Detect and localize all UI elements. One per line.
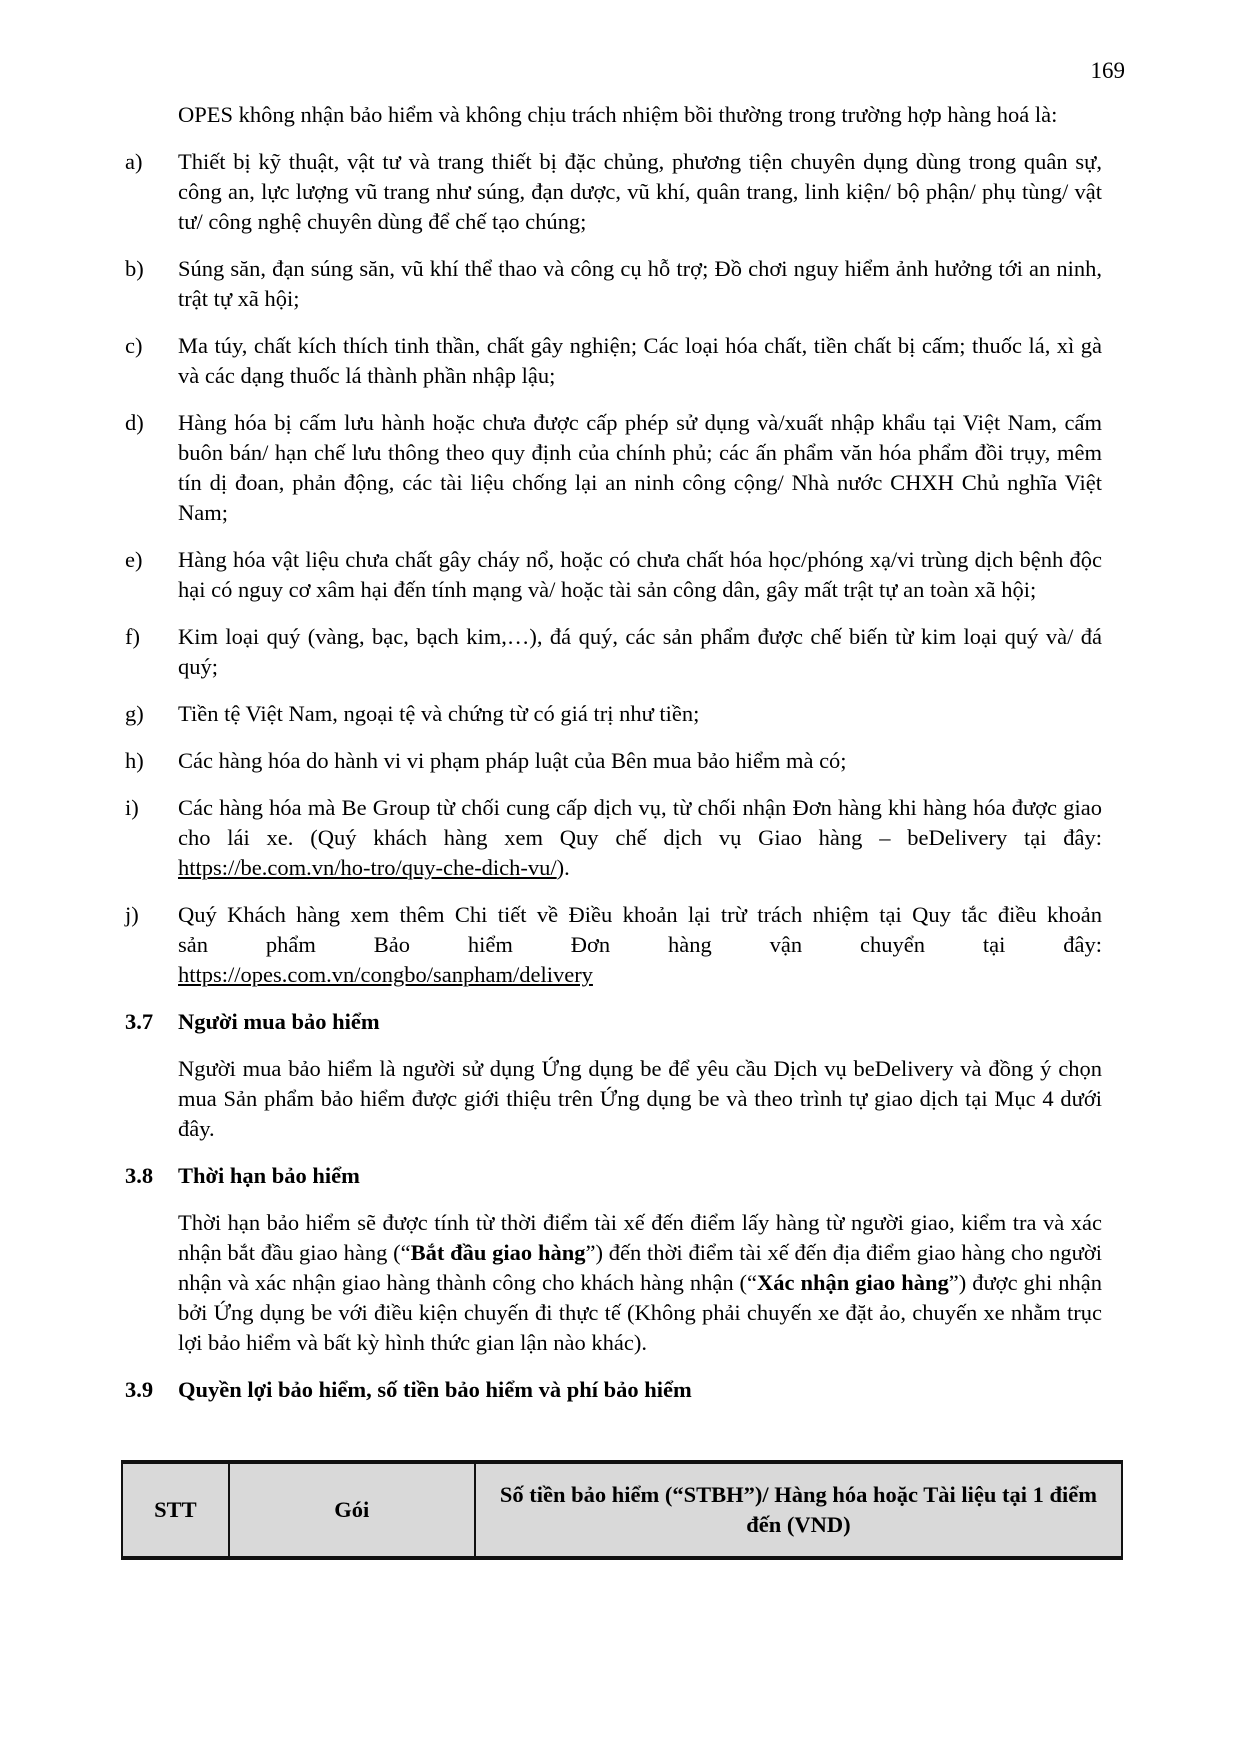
section-heading xyxy=(125,1007,1102,1037)
section-number: 3.8 xyxy=(125,1163,154,1188)
list-item xyxy=(125,545,1102,605)
list-item-marker: e) xyxy=(125,547,143,572)
text-segment: Hàng hóa bị cấm lưu hành hoặc chưa được cấp phép sử dụng và/xuất nhập khẩu tại Việt Nam, cấm buôn bán/ hạn chế lưu thông theo quy định của chính phủ; các ấn phẩm văn hóa phẩm đồi trụy, mêm tín dị đoan, phản động, các tài liệu chống lại an ninh công cộng/ Nhà nước CHXH Chủ nghĩa Việt Nam; xyxy=(178,410,1102,525)
text-segment: Kim loại quý (vàng, bạc, bạch kim,…), đá quý, các sản phẩm được chế biến từ kim loại quý và/ đá quý; xyxy=(178,624,1102,679)
section-heading xyxy=(125,1161,1102,1191)
text-segment: Người mua bảo hiểm là người sử dụng Ứng dụng be để yêu cầu Dịch vụ beDelivery và đồng ý chọn mua Sản phẩm bảo hiểm được giới thiệu trên Ứng dụng be và theo trình tự giao dịch tại Mục 4 dưới đây. xyxy=(178,1056,1102,1141)
list-item xyxy=(125,254,1102,314)
intro-paragraph: OPES không nhận bảo hiểm và không chịu trách nhiệm bồi thường trong trường hợp hàng hoá là: xyxy=(178,102,1058,127)
text-segment: Hàng hóa vật liệu chưa chất gây cháy nổ, hoặc có chưa chất hóa học/phóng xạ/vi trùng dịch bệnh độc hại có nguy cơ xâm hại đến tính mạng và/ hoặc tài sản công dân, gây mất trật tự an toàn xã hội; xyxy=(178,547,1102,602)
text-segment: Xác nhận giao hàng xyxy=(757,1270,949,1295)
list-item xyxy=(125,147,1102,237)
text-segment: Thiết bị kỹ thuật, vật tư và trang thiết bị đặc chủng, phương tiện chuyên dụng dùng trong quân sự, công an, lực lượng vũ trang như súng, đạn dược, vũ khí, quân trang, linh kiện/ bộ phận/ phụ tùng/ vật tư/ công nghệ chuyên dùng để chế tạo chúng; xyxy=(178,149,1102,234)
list-item xyxy=(125,900,1102,990)
text-segment: ). xyxy=(556,855,570,880)
section-heading xyxy=(125,1375,1102,1405)
list-item xyxy=(125,408,1102,528)
benefits-table-header-stbh: Số tiền bảo hiểm (“STBH”)/ Hàng hóa hoặc Tài liệu tại 1 điểm đến (VND) xyxy=(499,1482,1097,1537)
text-segment: Quý Khách hàng xem thêm Chi tiết về Điều khoản lại trừ trách nhiệm tại Quy tắc điều khoản xyxy=(178,902,1102,927)
section-paragraph xyxy=(125,1208,1102,1358)
list-item-marker: d) xyxy=(125,410,144,435)
text-segment: Tiền tệ Việt Nam, ngoại tệ và chứng từ có giá trị như tiền; xyxy=(178,701,700,726)
text-segment: ”) đến thời điểm tài xế đến địa điểm giao hàng cho người nhận và xác nhận giao hàng thành công cho khách hàng nhận (“ xyxy=(178,1240,1102,1295)
text-segment: ”) được ghi nhận bởi Ứng dụng be với điều kiện chuyến đi thực tế (Không phải chuyến xe đặt ảo, chuyến xe nhằm trục lợi bảo hiểm và bất kỳ hình thức gian lận nào khác). xyxy=(178,1270,1103,1355)
section-title: Thời hạn bảo hiểm xyxy=(178,1163,360,1188)
list-item xyxy=(125,699,1102,729)
list-item-line xyxy=(178,930,1102,960)
benefits-table xyxy=(121,1460,1123,1560)
page-number: 169 xyxy=(1090,58,1125,83)
link-url[interactable]: https://opes.com.vn/congbo/sanpham/delivery xyxy=(178,962,593,987)
list-item xyxy=(125,746,1102,776)
sections xyxy=(125,1007,1102,1405)
list-item-marker: j) xyxy=(125,902,139,927)
text-segment: Bắt đầu giao hàng xyxy=(410,1240,586,1265)
list-item xyxy=(125,793,1102,883)
list-item-marker: a) xyxy=(125,149,143,174)
exclusion-list xyxy=(125,147,1102,990)
page-content xyxy=(125,100,1102,1560)
list-item-line xyxy=(178,900,1102,930)
section-number: 3.7 xyxy=(125,1009,154,1034)
list-item-marker: b) xyxy=(125,256,144,281)
list-item-marker: g) xyxy=(125,701,144,726)
section-title: Quyền lợi bảo hiểm, số tiền bảo hiểm và phí bảo hiểm xyxy=(178,1377,692,1402)
list-item xyxy=(125,622,1102,682)
list-item-marker: f) xyxy=(125,624,140,649)
list-item-marker: h) xyxy=(125,748,144,773)
text-segment: sản phẩm Bảo hiểm Đơn hàng vận chuyển tại đây: xyxy=(178,932,1102,957)
benefits-table-header-stt: STT xyxy=(123,1464,230,1556)
text-segment: Ma túy, chất kích thích tinh thần, chất gây nghiện; Các loại hóa chất, tiền chất bị cấm; thuốc lá, xì gà và các dạng thuốc lá thành phần nhập lậu; xyxy=(178,333,1102,388)
text-segment: Các hàng hóa mà Be Group từ chối cung cấp dịch vụ, từ chối nhận Đơn hàng khi hàng hóa được giao cho lái xe. (Quý khách hàng xem Quy chế dịch vụ Giao hàng – beDelivery tại đây: xyxy=(178,795,1102,850)
list-item-marker: c) xyxy=(125,333,143,358)
list-item xyxy=(125,331,1102,391)
section-title: Người mua bảo hiểm xyxy=(178,1009,380,1034)
benefits-table-header-goi: Gói xyxy=(230,1464,476,1556)
section-number: 3.9 xyxy=(125,1377,154,1402)
list-item-marker: i) xyxy=(125,795,139,820)
text-segment: Thời hạn bảo hiểm sẽ được tính từ thời điểm tài xế đến điểm lấy hàng từ người giao, kiểm tra và xác nhận bắt đầu giao hàng (“ xyxy=(178,1210,1102,1265)
section-paragraph xyxy=(125,1054,1102,1144)
list-item-line xyxy=(178,960,1102,990)
text-segment: Các hàng hóa do hành vi vi phạm pháp luật của Bên mua bảo hiểm mà có; xyxy=(178,748,847,773)
text-segment: Súng săn, đạn súng săn, vũ khí thể thao và công cụ hỗ trợ; Đồ chơi nguy hiểm ảnh hưởng tới an ninh, trật tự xã hội; xyxy=(178,256,1102,311)
link-url[interactable]: https://be.com.vn/ho-tro/quy-che-dich-vu/ xyxy=(178,855,557,880)
